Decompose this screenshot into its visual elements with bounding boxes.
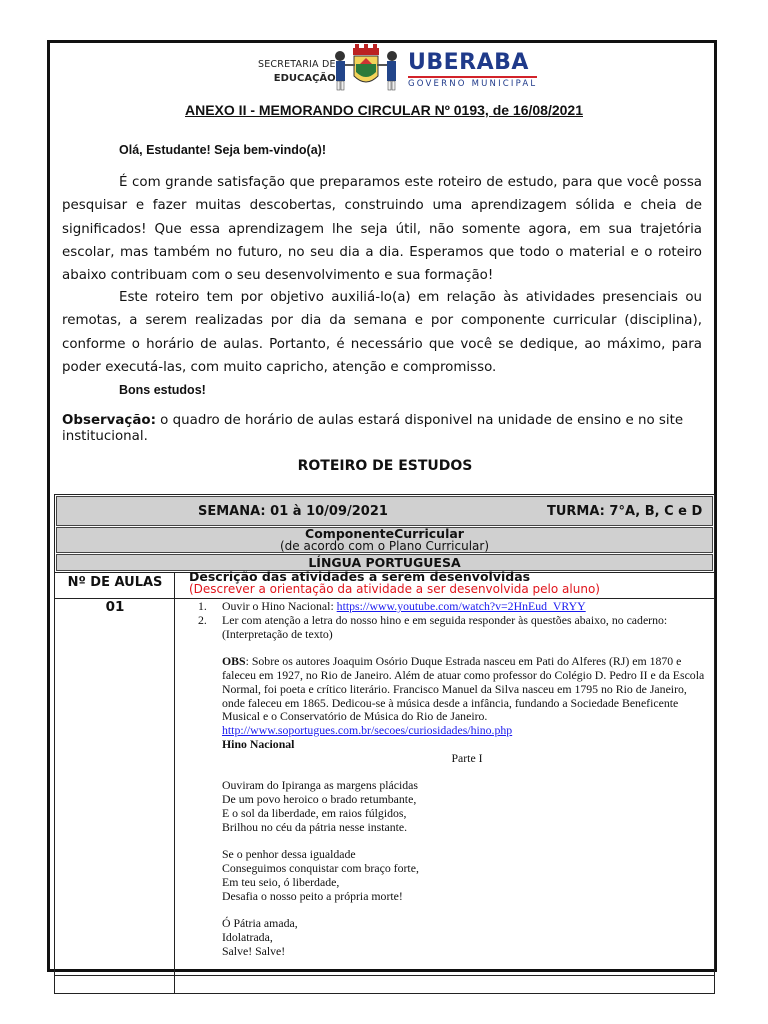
week-row xyxy=(56,496,713,526)
paragraph-2: Este roteiro tem por objetivo auxiliá-lo(a) em relação às atividades presenciais ou remotas, a serem realizadas por dia da semana e por componente curricular (disciplina), conforme o horário de aulas. Portanto, é necessário que você se dedique, ao máximo, para poder executá-las, com muito capricho, atenção e compromisso. xyxy=(62,290,702,375)
anthem-title: Hino Nacional xyxy=(222,736,295,751)
uberaba-sub: GOVERNO MUNICIPAL xyxy=(408,76,537,89)
secretaria-line1: SECRETARIA DE xyxy=(258,59,336,70)
section-title: ROTEIRO DE ESTUDOS xyxy=(297,458,473,474)
component-row xyxy=(56,527,713,553)
secretaria-line2: EDUCAÇÃO xyxy=(273,73,336,84)
column-header-description: Descrição das atividades a serem desenvolvidas xyxy=(189,569,531,584)
observation xyxy=(62,413,712,445)
table-divider xyxy=(54,975,715,976)
activity-description xyxy=(176,600,712,959)
anthem-part: Parte I xyxy=(451,750,483,765)
stanza-1: Ouviram do Ipiranga as margens plácidas De um povo heroico o brado retumbante, E o sol da liberdade, em raios fúlgidos, Brilhou no céu da pátria nesse instante. xyxy=(222,778,419,834)
document-title: ANEXO II - MEMORANDO CIRCULAR Nº 0193, de 16/08/2021 xyxy=(185,102,583,118)
soportugues-link[interactable]: http://www.soportugues.com.br/secoes/curiosidades/hino.php xyxy=(222,723,513,738)
class-label: TURMA: 7°A, B, C e D xyxy=(547,504,703,519)
stanza-2: Se o penhor dessa igualdade Conseguimos conquistar com braço forte, Em teu seio, ó liberdade, Desafia o nosso peito a própria morte! xyxy=(222,847,419,903)
secretaria-logo xyxy=(258,58,336,86)
component-title: ComponenteCurricular xyxy=(305,526,464,541)
uberaba-logo xyxy=(408,52,537,89)
subject-row: LÍNGUA PORTUGUESA xyxy=(56,554,713,571)
column-header-description-note: (Descrever a orientação da atividade a ser desenvolvida pelo aluno) xyxy=(189,582,600,596)
paragraph-1: É com grande satisfação que preparamos este roteiro de estudo, para que você possa pesquisar e fazer muitas descobertas, construindo uma aprendizagem sólida e cheia de significados! Que essa aprendizagem lhe seja útil, não somente agora, em sua trajetória escolar, mas também no futuro, no seu dia a dia. Esperamos que todo o material e o roteiro abaixo contribuam com o seu desenvolvimento e sua formação! xyxy=(62,175,702,284)
authors-note: OBS: Sobre os autores Joaquim Osório Duque Estrada nasceu em Pati do Alferes (RJ) em 1870 e faleceu em 1927, no Rio de Janeiro. Além de atuar como professor do Colégio D. Pedro II e da Escola Normal, foi poeta e crítico literário. Francisco Manuel da Silva nasceu em 1795 no Rio de Janeiro, onde faleceu em 1865. Dedicou-se à música desde a infância, fundando a Sociedade Beneficente Musical e o Conservatório de Música do Rio de Janeiro. xyxy=(222,654,705,724)
youtube-link[interactable]: https://www.youtube.com/watch?v=2HnEud_VRYY xyxy=(336,599,586,613)
list-item: 2. Ler com atenção a letra do nosso hino e em seguida responder às questões abaixo, no caderno: (Interpretação de texto) xyxy=(198,612,668,641)
greeting: Olá, Estudante! Seja bem-vindo(a)! xyxy=(119,143,326,157)
coat-of-arms-icon xyxy=(330,42,402,92)
column-divider xyxy=(174,572,175,994)
column-header-lessons: Nº DE AULAS xyxy=(67,575,163,590)
list-item: 1. Ouvir o Hino Nacional: https://www.youtube.com/watch?v=2HnEud_VRYY xyxy=(198,599,586,613)
observation-text: o quadro de horário de aulas estará disponivel na unidade de ensino e no site institucional. xyxy=(62,413,684,444)
lesson-number: 01 xyxy=(105,599,125,615)
uberaba-name: UBERABA xyxy=(408,50,529,75)
stanza-3: Ó Pátria amada, Idolatrada, Salve! Salve! xyxy=(222,916,298,958)
observation-label: Observação: xyxy=(62,413,156,428)
week-label: SEMANA: 01 à 10/09/2021 xyxy=(198,504,388,519)
closing-line: Bons estudos! xyxy=(119,383,206,397)
component-subtitle: (de acordo com o Plano Curricular) xyxy=(279,539,490,553)
